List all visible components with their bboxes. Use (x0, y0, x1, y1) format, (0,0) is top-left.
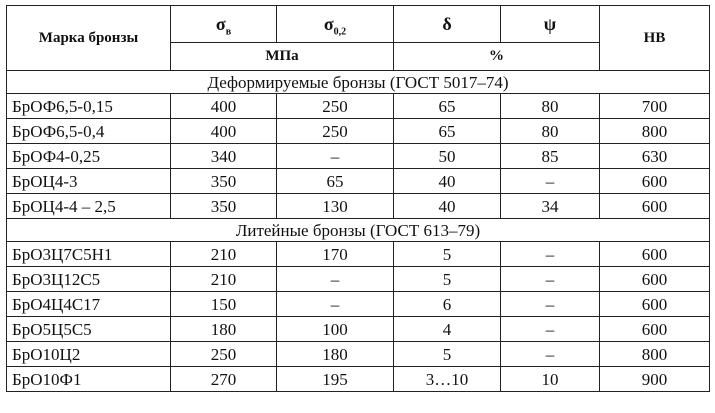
hardness-cell: 600 (600, 194, 710, 219)
elongation-header: δ (394, 6, 501, 43)
yield-strength-cell: 195 (277, 367, 394, 392)
grade-cell: БрО3Ц7С5Н1 (7, 242, 171, 267)
yield-strength-cell: – (277, 144, 394, 169)
grade-column-header: Марка бронзы (7, 6, 171, 71)
table-row (7, 317, 710, 342)
tensile-strength-cell: 250 (171, 342, 277, 367)
table-row (7, 119, 710, 144)
hardness-cell: 600 (600, 292, 710, 317)
table-row (7, 342, 710, 367)
tensile-strength-cell: 340 (171, 144, 277, 169)
yield-strength-cell: 250 (277, 119, 394, 144)
yield-strength-cell: 65 (277, 169, 394, 194)
tensile-strength-symbol: σ (215, 14, 226, 34)
header-row-1 (7, 6, 710, 43)
grade-cell: БрО10Ф1 (7, 367, 171, 392)
elongation-cell: 65 (394, 119, 501, 144)
table-body (7, 71, 710, 392)
grade-cell: БрОФ6,5-0,15 (7, 94, 171, 119)
yield-strength-header (277, 6, 394, 43)
unit-percent-header: % (394, 43, 600, 71)
reduction-of-area-cell: – (501, 242, 600, 267)
hardness-cell: 600 (600, 169, 710, 194)
tensile-strength-cell: 270 (171, 367, 277, 392)
yield-strength-cell: 100 (277, 317, 394, 342)
hardness-cell: 900 (600, 367, 710, 392)
yield-strength-cell: – (277, 267, 394, 292)
reduction-of-area-header: ψ (501, 6, 600, 43)
elongation-cell: 40 (394, 194, 501, 219)
yield-strength-cell: 170 (277, 242, 394, 267)
yield-strength-subscript: 0,2 (333, 26, 347, 38)
reduction-of-area-cell: 34 (501, 194, 600, 219)
section-title: Деформируемые бронзы (ГОСТ 5017–74) (7, 71, 710, 94)
unit-mpa-header: МПа (171, 43, 394, 71)
table-row (7, 267, 710, 292)
tensile-strength-cell: 400 (171, 94, 277, 119)
elongation-cell: 5 (394, 267, 501, 292)
hardness-cell: 700 (600, 94, 710, 119)
elongation-cell: 40 (394, 169, 501, 194)
reduction-of-area-cell: – (501, 169, 600, 194)
reduction-of-area-cell: 85 (501, 144, 600, 169)
yield-strength-symbol: σ (323, 14, 334, 34)
hardness-cell: 600 (600, 267, 710, 292)
grade-cell: БрОФ4-0,25 (7, 144, 171, 169)
table-row (7, 194, 710, 219)
elongation-cell: 50 (394, 144, 501, 169)
grade-cell: БрО4Ц4С17 (7, 292, 171, 317)
hardness-cell: 600 (600, 242, 710, 267)
hardness-cell: 800 (600, 342, 710, 367)
table-row (7, 242, 710, 267)
reduction-of-area-cell: 80 (501, 119, 600, 144)
hardness-cell: 630 (600, 144, 710, 169)
elongation-cell: 5 (394, 342, 501, 367)
tensile-strength-cell: 150 (171, 292, 277, 317)
tensile-strength-cell: 350 (171, 194, 277, 219)
grade-cell: БрО10Ц2 (7, 342, 171, 367)
hardness-header: НВ (600, 6, 710, 71)
reduction-of-area-cell: 10 (501, 367, 600, 392)
grade-cell: БрОЦ4-3 (7, 169, 171, 194)
grade-cell: БрОФ6,5-0,4 (7, 119, 171, 144)
grade-cell: БрОЦ4-4 – 2,5 (7, 194, 171, 219)
table-row (7, 292, 710, 317)
elongation-cell: 3…10 (394, 367, 501, 392)
elongation-cell: 6 (394, 292, 501, 317)
elongation-cell: 5 (394, 242, 501, 267)
yield-strength-cell: 250 (277, 94, 394, 119)
reduction-of-area-cell: – (501, 292, 600, 317)
elongation-cell: 4 (394, 317, 501, 342)
hardness-cell: 600 (600, 317, 710, 342)
yield-strength-cell: 180 (277, 342, 394, 367)
bronze-properties-sheet (6, 5, 709, 407)
table-row (7, 367, 710, 392)
yield-strength-cell: – (277, 292, 394, 317)
tensile-strength-subscript: в (225, 26, 232, 38)
hardness-cell: 800 (600, 119, 710, 144)
grade-cell: БрО3Ц12С5 (7, 267, 171, 292)
reduction-of-area-cell: – (501, 317, 600, 342)
section-header-row (7, 219, 710, 242)
reduction-of-area-cell: – (501, 267, 600, 292)
table-row (7, 169, 710, 194)
reduction-of-area-cell: – (501, 342, 600, 367)
grade-cell: БрО5Ц5С5 (7, 317, 171, 342)
elongation-cell: 65 (394, 94, 501, 119)
section-title: Литейные бронзы (ГОСТ 613–79) (7, 219, 710, 242)
tensile-strength-cell: 180 (171, 317, 277, 342)
tensile-strength-cell: 210 (171, 267, 277, 292)
bronze-properties-table (6, 5, 710, 392)
tensile-strength-cell: 210 (171, 242, 277, 267)
tensile-strength-cell: 400 (171, 119, 277, 144)
table-row (7, 144, 710, 169)
table-row (7, 94, 710, 119)
reduction-of-area-cell: 80 (501, 94, 600, 119)
tensile-strength-cell: 350 (171, 169, 277, 194)
yield-strength-cell: 130 (277, 194, 394, 219)
section-header-row (7, 71, 710, 94)
tensile-strength-header (171, 6, 277, 43)
